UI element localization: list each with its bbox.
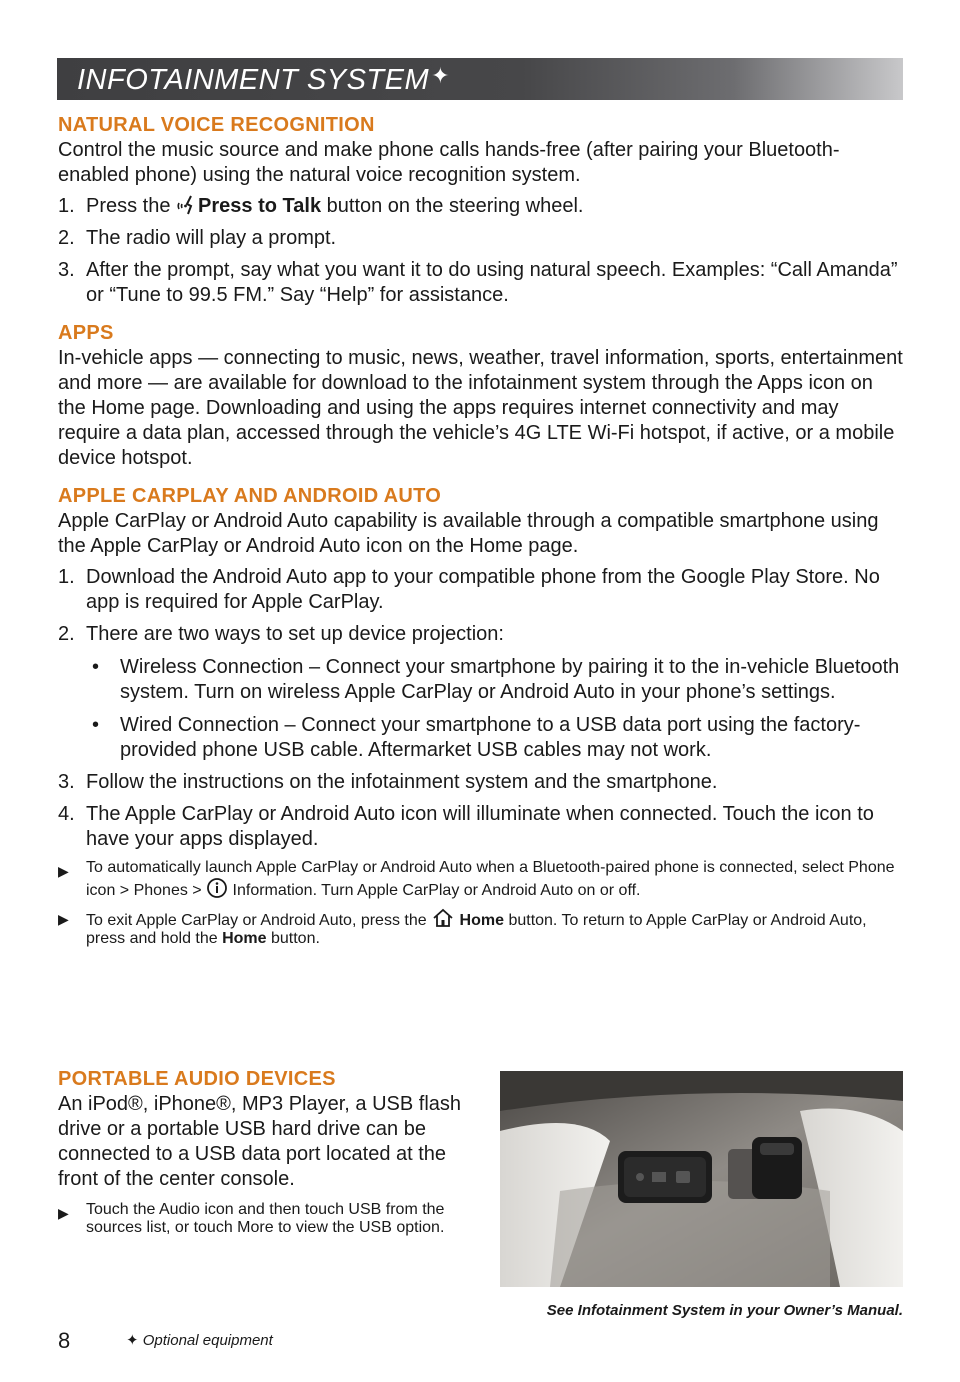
optional-star-icon: ✦ — [431, 63, 451, 88]
portable-body: An iPod®, iPhone®, MP3 Player, a USB flash drive or a portable USB hard drive can be connected to a USB data port located at the front of the center console. — [58, 1093, 462, 1190]
push-to-talk-icon — [176, 194, 198, 216]
main-content — [58, 112, 903, 960]
page-number: 8 — [58, 1328, 71, 1353]
tip-exit-carplay: ▶ To exit Apple CarPlay or Android Auto, press the Home button. To return to Apple CarPlay or Android Auto, press and hold the Home button. — [58, 907, 903, 948]
voice-intro: Control the music source and make phone calls hands-free (after pairing your Bluetooth-enabled phone) using the natural voice recognition system. — [58, 139, 840, 186]
section-carplay — [58, 483, 903, 948]
info-icon — [206, 877, 228, 899]
section-banner — [57, 58, 903, 100]
list-item: 1. Press the Press to Talk button on the steering wheel. — [58, 195, 584, 217]
section-apps — [58, 320, 903, 471]
section-voice-recognition — [58, 112, 903, 308]
arrow-right-icon: ▶ — [58, 863, 69, 879]
arrow-right-icon: ▶ — [58, 911, 69, 927]
list-item: 4. The Apple CarPlay or Android Auto icon will illuminate when connected. Touch the icon to have your apps displayed. — [58, 803, 874, 850]
figure-caption: See Infotainment System in your Owner’s Manual. — [546, 1302, 903, 1319]
list-item: 3. After the prompt, say what you want it to do using natural speech. Examples: “Call Amanda” or “Tune to 99.5 FM.” Say “Help” for assistance. — [58, 259, 898, 306]
banner-title: INFOTAINMENT SYSTEM✦ — [77, 63, 451, 96]
list-item: 1. Download the Android Auto app to your compatible phone from the Google Play Store. No app is required for Apple CarPlay. — [58, 566, 880, 613]
bullet-wireless: • Wireless Connection – Connect your smartphone by pairing it to the in-vehicle Bluetooth system. Turn on wireless Apple CarPlay or Android Auto in your phone’s settings. — [92, 656, 900, 703]
footnote-optional-equipment: ✦ Optional equipment — [126, 1332, 273, 1349]
voice-steps — [58, 194, 903, 308]
heading-voice-recognition: NATURAL VOICE RECOGNITION — [58, 114, 375, 136]
carplay-steps — [58, 565, 903, 852]
list-item: 2. The radio will play a prompt. — [58, 227, 337, 249]
usb-port-illustration — [500, 1071, 903, 1287]
apps-body: In-vehicle apps — connecting to music, news, weather, travel information, sports, entertainment and more — are available for download to the infotainment system through the Apps icon on the Home page. Downloading and using the apps requires internet connectivity and may require a data plan, accessed through the vehicle’s 4G LTE Wi-Fi hotspot, if active, or a mobile device hotspot. — [58, 347, 903, 469]
heading-carplay: APPLE CARPLAY AND ANDROID AUTO — [58, 485, 442, 507]
usb-port-photo — [500, 1071, 903, 1287]
carplay-intro: Apple CarPlay or Android Auto capability is available through a compatible smartphone using the Apple CarPlay or Android Auto icon on the Home page. — [58, 510, 879, 557]
tip-auto-launch: ▶ To automatically launch Apple CarPlay or Android Auto when a Bluetooth-paired phone is connected, select Phone icon > Phones > Information. Turn Apple CarPlay or Android Auto on or off. — [58, 859, 895, 899]
list-item: 3. Follow the instructions on the infotainment system and the smartphone. — [58, 771, 718, 793]
arrow-right-icon: ▶ — [58, 1205, 69, 1221]
list-item: 2. There are two ways to set up device projection: • Wireless Connection – Connect your smartphone by pairing it to the in-vehicle Bluetooth system. Turn on wireless Apple CarPlay or Android Auto in your phone’s settings. • Wired Connection – Connect your smartphone to a USB data port using the factory-provided phone USB cable. Aftermarket USB cables may not work. — [58, 622, 903, 763]
bullet-wired: • Wired Connection – Connect your smartphone to a USB data port using the factory-provided phone USB cable. Aftermarket USB cables may not work. — [92, 714, 861, 761]
tip-usb-source: ▶ Touch the Audio icon and then touch USB from the sources list, or touch More to view the USB option. — [58, 1201, 445, 1236]
heading-portable-audio: PORTABLE AUDIO DEVICES — [58, 1068, 336, 1090]
home-icon — [431, 907, 455, 929]
section-portable-audio — [58, 1066, 478, 1244]
heading-apps: APPS — [58, 322, 114, 344]
